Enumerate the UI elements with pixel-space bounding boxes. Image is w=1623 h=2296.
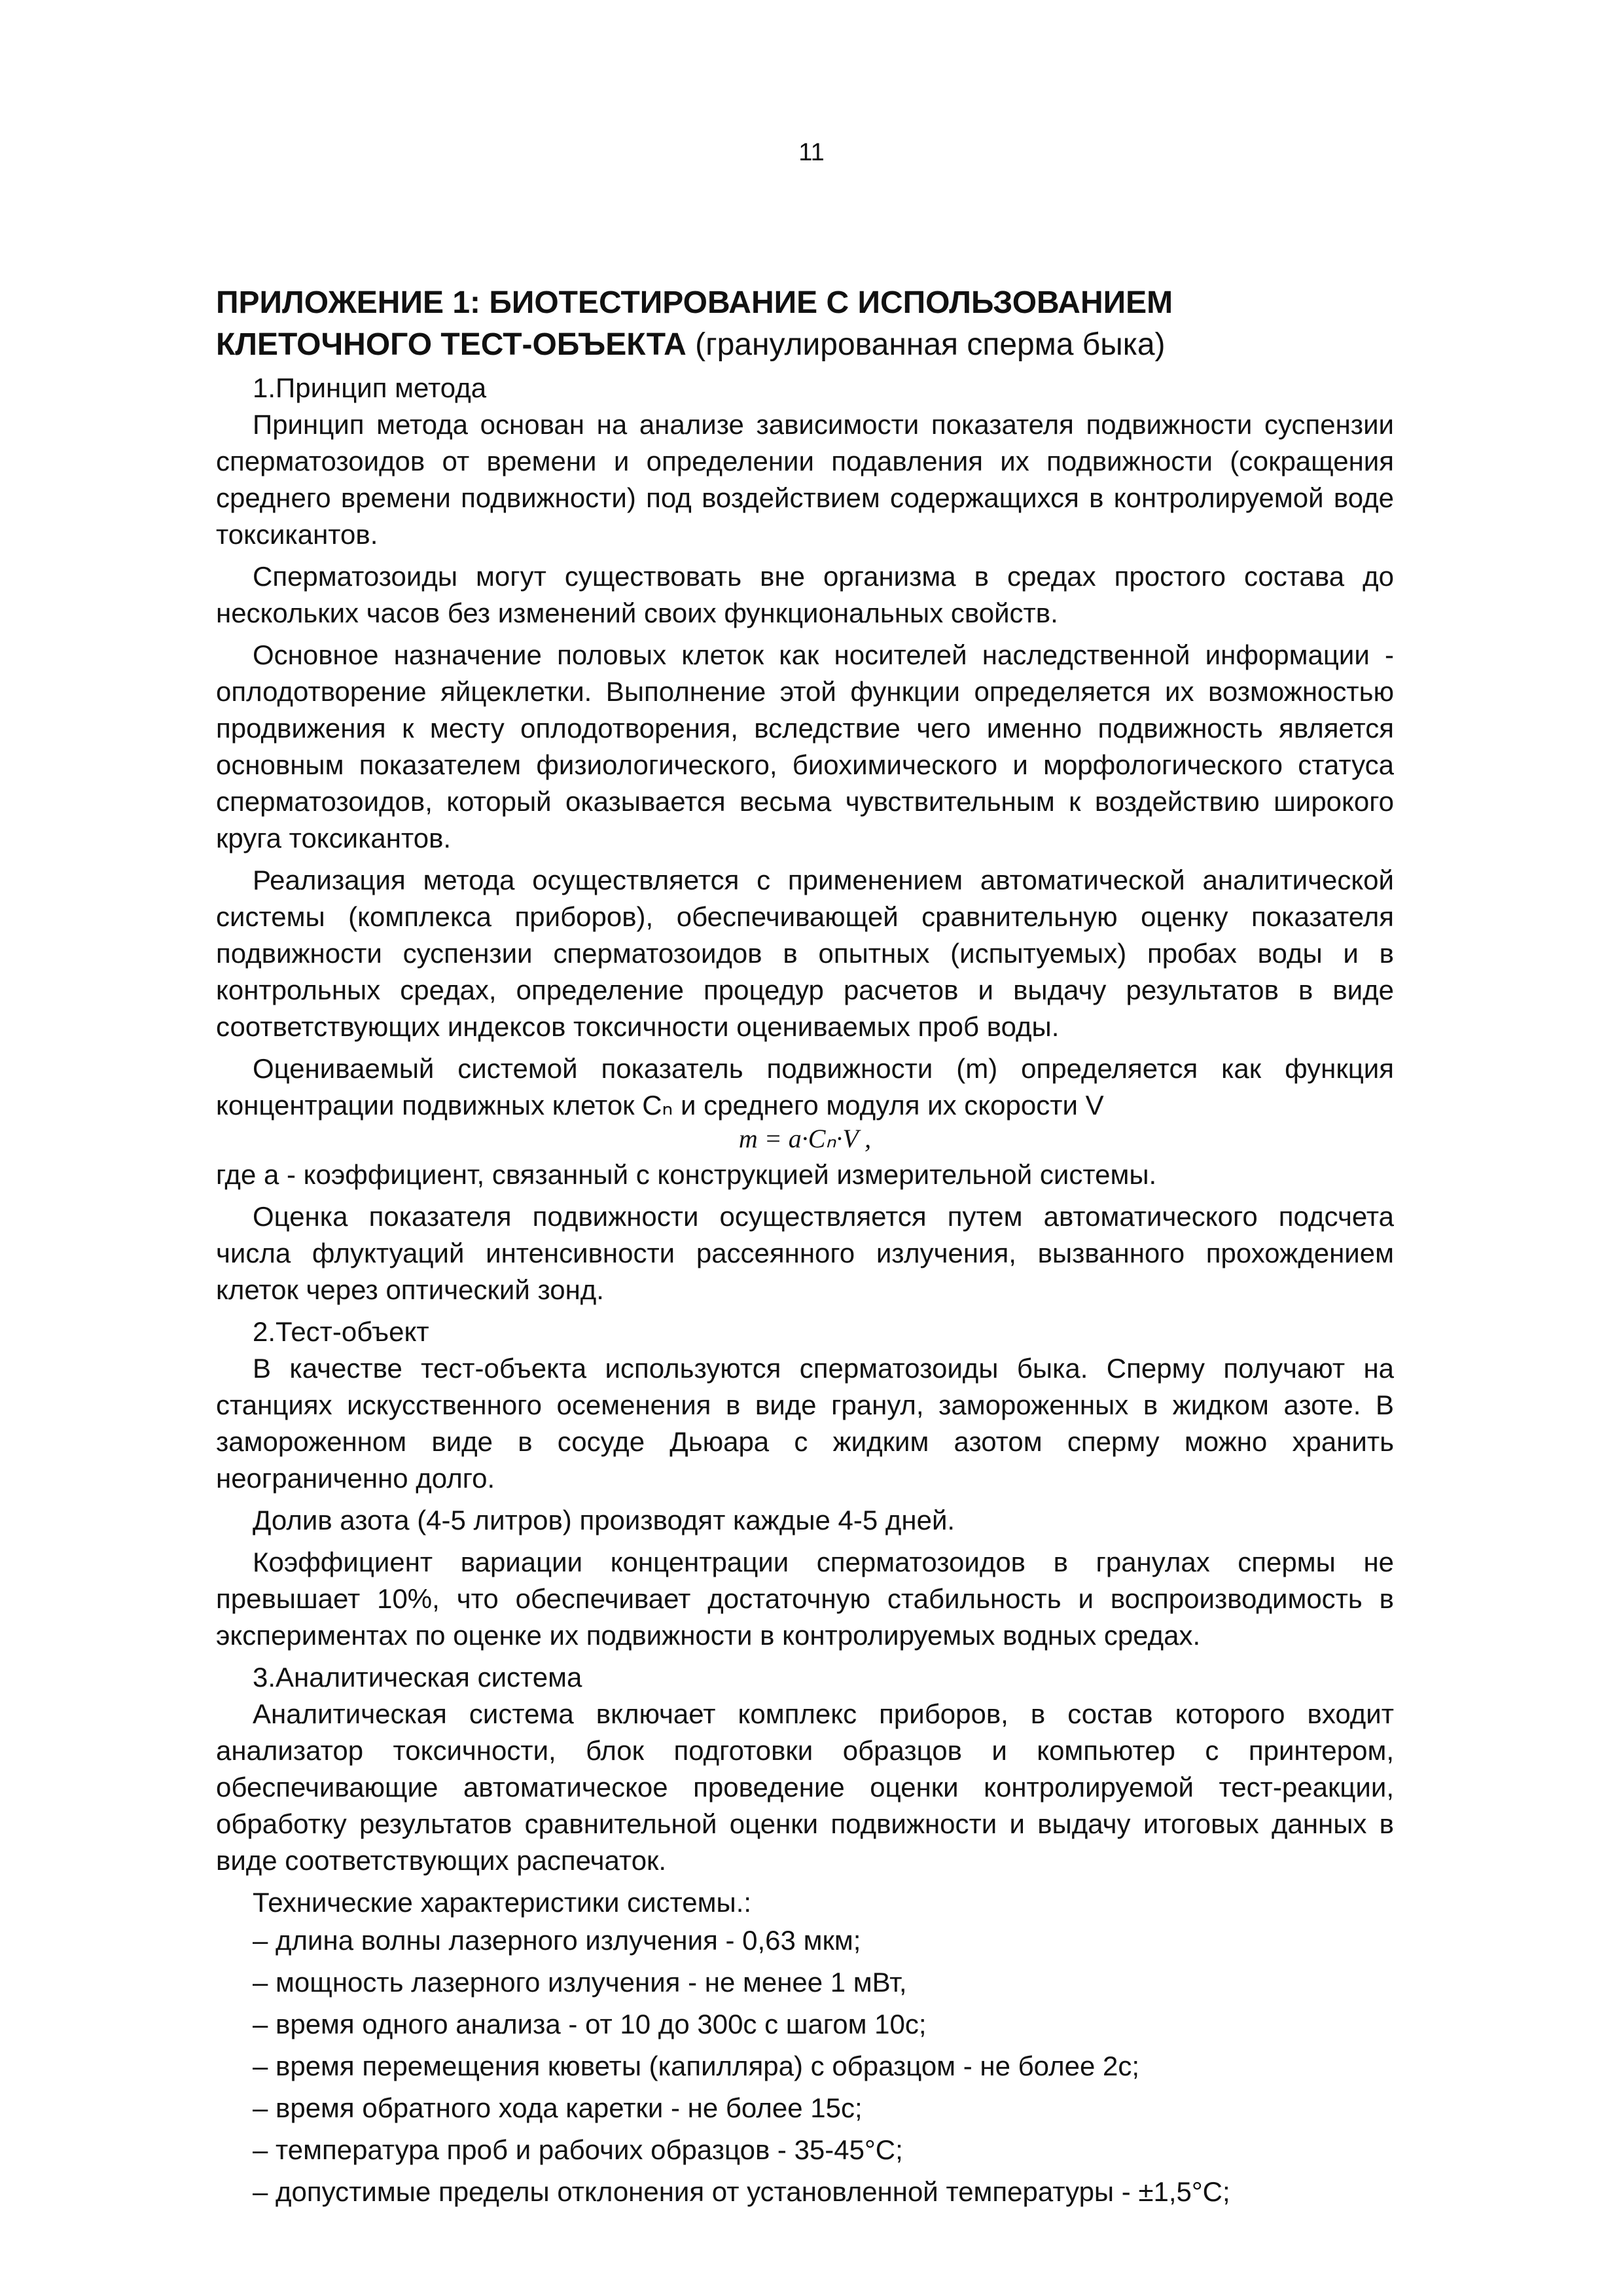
section-title-test-object: 2.Тест-объект — [253, 1316, 429, 1347]
heading-line-1: ПРИЛОЖЕНИЕ 1: БИОТЕСТИРОВАНИЕ С ИСПОЛЬЗОВАНИЕМ — [216, 285, 1173, 320]
spec-item: – допустимые пределы отклонения от установленной температуры - ±1,5°С; — [253, 2174, 1394, 2210]
spec-item: – время перемещения кюветы (капилляра) с образцом - не более 2с; — [253, 2048, 1394, 2085]
spec-item: – время одного анализа - от 10 до 300с с шагом 10с; — [253, 2006, 1394, 2043]
paragraph: Сперматозоиды могут существовать вне организма в средах простого состава до нескольких часов без изменений своих функциональных свойств. — [216, 561, 1394, 628]
spec-item: – длина волны лазерного излучения - 0,63 мкм; — [253, 1922, 1394, 1959]
spec-item: – температура проб и рабочих образцов - 35-45°С; — [253, 2132, 1394, 2168]
specs-list — [216, 1922, 1394, 2210]
paragraph: В качестве тест-объекта используются сперматозоиды быка. Сперму получают на станциях искусственного осеменения в виде гранул, замороженных в жидком азоте. В замороженном виде в сосуде Дьюара с жидким азотом сперму можно хранить неограниченно долго. — [216, 1353, 1394, 1494]
paragraph: Оцениваемый системой показатель подвижности (m) определяется как функция концентрации подвижных клеток Cₙ и среднего модуля их скорости V — [216, 1053, 1394, 1121]
spec-item: – время обратного хода каретки - не более 15с; — [253, 2090, 1394, 2126]
formula-explanation: где а - коэффициент, связанный с конструкцией измерительной системы. — [216, 1159, 1157, 1190]
paragraph: Реализация метода осуществляется с применением автоматической аналитической системы (комплекса приборов), обеспечивающей сравнительную оценку показателя подвижности суспензии сперматозоидов в опытных (испытуемых) пробах воды и в контрольных средах, определение процедур расчетов и выдачу результатов в виде соответствующих индексов токсичности оцениваемых проб воды. — [216, 865, 1394, 1042]
heading-line-2-sub: (гранулированная сперма быка) — [695, 327, 1166, 362]
motility-formula: m = a·Cₙ·V , — [738, 1124, 872, 1153]
paragraph: Долив азота (4-5 литров) производят каждые 4-5 дней. — [253, 1505, 955, 1535]
paragraph: Коэффициент вариации концентрации сперматозоидов в гранулах спермы не превышает 10%, что обеспечивает достаточную стабильность и воспроизводимость в экспериментах по оценке их подвижности в контролируемых водных средах. — [216, 1547, 1394, 1651]
paragraph: Принцип метода основан на анализе зависимости показателя подвижности суспензии сперматозоидов от времени и определении подавления их подвижности (сокращения среднего времени подвижности) под воздействием содержащихся в контролируемой воде токсикантов. — [216, 409, 1394, 550]
appendix-heading — [216, 282, 1394, 366]
page-number: 11 — [798, 139, 825, 166]
heading-line-2 — [216, 324, 1394, 366]
paragraph: Аналитическая система включает комплекс приборов, в состав которого входит анализатор токсичности, блок подготовки образцов и компьютер с принтером, обеспечивающие автоматическое проведение оценки контролируемой тест-реакции, обработку результатов сравнительной оценки подвижности и выдачу итоговых данных в виде соответствующих распечаток. — [216, 1698, 1394, 1876]
section-title-method-principle: 1.Принцип метода — [253, 372, 487, 403]
section-title-analytical-system: 3.Аналитическая система — [253, 1662, 582, 1693]
document-page — [216, 134, 1394, 2215]
paragraph: Технические характеристики системы.: — [253, 1887, 752, 1918]
heading-line-2-main: КЛЕТОЧНОГО ТЕСТ-ОБЪЕКТА — [216, 327, 687, 362]
spec-item: – мощность лазерного излучения - не менее 1 мВт, — [253, 1964, 1394, 2001]
paragraph: Оценка показателя подвижности осуществляется путем автоматического подсчета числа флуктуаций интенсивности рассеянного излучения, вызванного прохождением клеток через оптический зонд. — [216, 1201, 1394, 1305]
paragraph: Основное назначение половых клеток как носителей наследственной информации - оплодотворение яйцеклетки. Выполнение этой функции определяется их возможностью продвижения к месту оплодотворения, вследствие чего именно подвижность является основным показателем физиологического, биохимического и морфологического статуса сперматозоидов, который оказывается весьма чувствительным к воздействию широкого круга токсикантов. — [216, 639, 1394, 853]
